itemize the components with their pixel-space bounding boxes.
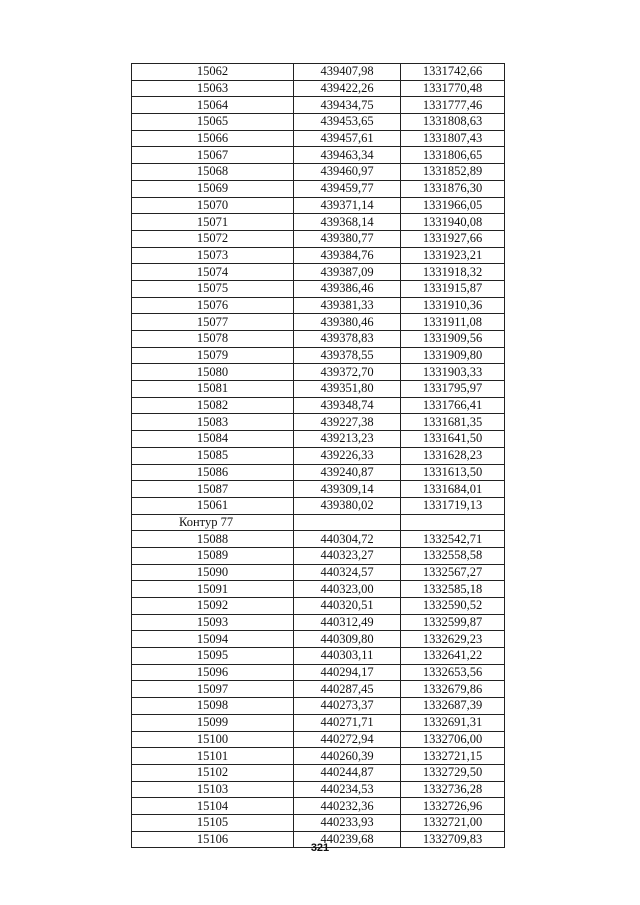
- x-coordinate-cell: 440287,45: [294, 681, 401, 698]
- table-row: [132, 648, 505, 665]
- table-row: [132, 631, 505, 648]
- table-row: [132, 598, 505, 615]
- x-coordinate-cell: 439380,02: [294, 497, 401, 514]
- x-coordinate-cell: 439381,33: [294, 297, 401, 314]
- y-coordinate-cell: 1332641,22: [401, 648, 505, 665]
- point-id-cell: 15091: [132, 581, 294, 598]
- y-coordinate-cell: 1331852,89: [401, 164, 505, 181]
- x-coordinate-cell: 439348,74: [294, 397, 401, 414]
- x-coordinate-cell: 439213,23: [294, 431, 401, 448]
- x-coordinate-cell: 439434,75: [294, 97, 401, 114]
- point-id-cell: 15065: [132, 114, 294, 131]
- point-id-cell: 15101: [132, 748, 294, 765]
- point-id-cell: 15099: [132, 714, 294, 731]
- y-coordinate-cell: 1332567,27: [401, 564, 505, 581]
- table-row: [132, 614, 505, 631]
- contour-label: Контур 77: [132, 514, 294, 531]
- x-coordinate-cell: 439453,65: [294, 114, 401, 131]
- x-coordinate-cell: 439380,77: [294, 230, 401, 247]
- table-row: [132, 414, 505, 431]
- table-row: [132, 431, 505, 448]
- y-coordinate-cell: 1331641,50: [401, 431, 505, 448]
- point-id-cell: 15092: [132, 598, 294, 615]
- point-id-cell: 15082: [132, 397, 294, 414]
- table-row: [132, 214, 505, 231]
- point-id-cell: 15062: [132, 64, 294, 81]
- x-coordinate-cell: 440324,57: [294, 564, 401, 581]
- y-coordinate-cell: 1331795,97: [401, 381, 505, 398]
- table-row: [132, 798, 505, 815]
- y-coordinate-cell: 1332629,23: [401, 631, 505, 648]
- coordinates-table-body: [132, 64, 505, 848]
- x-coordinate-cell: 440232,36: [294, 798, 401, 815]
- table-row: [132, 481, 505, 498]
- point-id-cell: 15066: [132, 130, 294, 147]
- point-id-cell: 15096: [132, 664, 294, 681]
- y-coordinate-cell: 1332721,15: [401, 748, 505, 765]
- y-coordinate-cell: 1331808,63: [401, 114, 505, 131]
- y-coordinate-cell: 1331613,50: [401, 464, 505, 481]
- x-coordinate-cell: 440260,39: [294, 748, 401, 765]
- table-row: [132, 681, 505, 698]
- table-row: [132, 297, 505, 314]
- point-id-cell: 15097: [132, 681, 294, 698]
- y-coordinate-cell: 1331807,43: [401, 130, 505, 147]
- y-coordinate-cell: 1332729,50: [401, 764, 505, 781]
- x-coordinate-cell: 440309,80: [294, 631, 401, 648]
- y-coordinate-cell: 1332736,28: [401, 781, 505, 798]
- table-row: [132, 64, 505, 81]
- x-coordinate-cell: 439422,26: [294, 80, 401, 97]
- table-row: [132, 381, 505, 398]
- x-coordinate-cell: 440233,93: [294, 814, 401, 831]
- x-coordinate-cell: 439227,38: [294, 414, 401, 431]
- x-coordinate-cell: 439460,97: [294, 164, 401, 181]
- point-id-cell: 15080: [132, 364, 294, 381]
- y-coordinate-cell: 1331876,30: [401, 180, 505, 197]
- point-id-cell: 15079: [132, 347, 294, 364]
- x-coordinate-cell: 439384,76: [294, 247, 401, 264]
- y-coordinate-cell: 1332679,86: [401, 681, 505, 698]
- x-coordinate-cell: 440303,11: [294, 648, 401, 665]
- point-id-cell: 15095: [132, 648, 294, 665]
- point-id-cell: 15093: [132, 614, 294, 631]
- y-coordinate-cell: 1331910,36: [401, 297, 505, 314]
- point-id-cell: 15105: [132, 814, 294, 831]
- y-coordinate-cell: 1331742,66: [401, 64, 505, 81]
- x-coordinate-cell: 440272,94: [294, 731, 401, 748]
- x-coordinate-cell: 439457,61: [294, 130, 401, 147]
- y-coordinate-cell: 1331923,21: [401, 247, 505, 264]
- table-row: [132, 364, 505, 381]
- x-coordinate-cell: 439371,14: [294, 197, 401, 214]
- x-coordinate-cell: 439378,83: [294, 331, 401, 348]
- y-coordinate-cell: 1331770,48: [401, 80, 505, 97]
- point-id-cell: 15088: [132, 531, 294, 548]
- point-id-cell: 15076: [132, 297, 294, 314]
- x-coordinate-cell: 440244,87: [294, 764, 401, 781]
- point-id-cell: 15106: [132, 831, 294, 848]
- table-row: [132, 731, 505, 748]
- point-id-cell: 15094: [132, 631, 294, 648]
- y-coordinate-cell: 1332709,83: [401, 831, 505, 848]
- table-row: [132, 130, 505, 147]
- y-coordinate-cell: 1331681,35: [401, 414, 505, 431]
- table-row: [132, 180, 505, 197]
- table-row: [132, 347, 505, 364]
- x-coordinate-cell: 439386,46: [294, 280, 401, 297]
- point-id-cell: 15063: [132, 80, 294, 97]
- table-row: [132, 581, 505, 598]
- x-coordinate-cell: 439372,70: [294, 364, 401, 381]
- x-coordinate-cell: 440323,00: [294, 581, 401, 598]
- x-coordinate-cell: 440271,71: [294, 714, 401, 731]
- point-id-cell: 15086: [132, 464, 294, 481]
- x-coordinate-cell: 440294,17: [294, 664, 401, 681]
- x-coordinate-cell: 439240,87: [294, 464, 401, 481]
- y-coordinate-cell: 1332687,39: [401, 698, 505, 715]
- table-row: [132, 714, 505, 731]
- table-row: [132, 781, 505, 798]
- point-id-cell: 15078: [132, 331, 294, 348]
- point-id-cell: 15090: [132, 564, 294, 581]
- point-id-cell: 15073: [132, 247, 294, 264]
- y-coordinate-cell: 1331911,08: [401, 314, 505, 331]
- point-id-cell: 15070: [132, 197, 294, 214]
- table-row: [132, 230, 505, 247]
- point-id-cell: 15064: [132, 97, 294, 114]
- table-row: [132, 698, 505, 715]
- table-row: [132, 331, 505, 348]
- y-coordinate-cell: 1332721,00: [401, 814, 505, 831]
- table-row: [132, 264, 505, 281]
- y-coordinate-cell: 1332558,58: [401, 547, 505, 564]
- point-id-cell: 15084: [132, 431, 294, 448]
- contour-header-row: [132, 514, 505, 531]
- x-coordinate-cell: 439226,33: [294, 447, 401, 464]
- x-coordinate-cell: 439351,80: [294, 381, 401, 398]
- point-id-cell: 15067: [132, 147, 294, 164]
- table-row: [132, 564, 505, 581]
- y-coordinate-cell: 1331909,80: [401, 347, 505, 364]
- y-coordinate-cell: 1332691,31: [401, 714, 505, 731]
- x-coordinate-cell: 439368,14: [294, 214, 401, 231]
- x-coordinate-cell: 440273,37: [294, 698, 401, 715]
- x-coordinate-cell: 439459,77: [294, 180, 401, 197]
- table-row: [132, 547, 505, 564]
- y-coordinate-cell: 1332542,71: [401, 531, 505, 548]
- table-row: [132, 97, 505, 114]
- x-coordinate-cell: 439407,98: [294, 64, 401, 81]
- x-coordinate-cell: 439309,14: [294, 481, 401, 498]
- x-coordinate-cell: 440239,68: [294, 831, 401, 848]
- table-row: [132, 748, 505, 765]
- point-id-cell: 15072: [132, 230, 294, 247]
- y-coordinate-cell: 1331628,23: [401, 447, 505, 464]
- table-row: [132, 114, 505, 131]
- y-coordinate-cell: 1331684,01: [401, 481, 505, 498]
- y-coordinate-cell: 1332726,96: [401, 798, 505, 815]
- table-row: [132, 497, 505, 514]
- y-coordinate-cell: 1331903,33: [401, 364, 505, 381]
- y-coordinate-cell: 1331966,05: [401, 197, 505, 214]
- point-id-cell: 15071: [132, 214, 294, 231]
- table-row: [132, 814, 505, 831]
- page-number: 321: [310, 842, 330, 854]
- x-coordinate-cell: 439387,09: [294, 264, 401, 281]
- y-coordinate-cell: 1332590,52: [401, 598, 505, 615]
- point-id-cell: 15104: [132, 798, 294, 815]
- x-coordinate-cell: 440320,51: [294, 598, 401, 615]
- y-coordinate-cell: 1331927,66: [401, 230, 505, 247]
- y-coordinate-cell: 1332585,18: [401, 581, 505, 598]
- point-id-cell: 15098: [132, 698, 294, 715]
- x-coordinate-cell: 439378,55: [294, 347, 401, 364]
- y-coordinate-cell: 1331915,87: [401, 280, 505, 297]
- y-coordinate-cell: 1331909,56: [401, 331, 505, 348]
- x-coordinate-cell: 439463,34: [294, 147, 401, 164]
- point-id-cell: 15081: [132, 381, 294, 398]
- empty-cell: [294, 514, 401, 531]
- point-id-cell: 15087: [132, 481, 294, 498]
- y-coordinate-cell: 1331766,41: [401, 397, 505, 414]
- table-row: [132, 397, 505, 414]
- y-coordinate-cell: 1331777,46: [401, 97, 505, 114]
- table-row: [132, 464, 505, 481]
- x-coordinate-cell: 440234,53: [294, 781, 401, 798]
- x-coordinate-cell: 440312,49: [294, 614, 401, 631]
- table-row: [132, 280, 505, 297]
- table-row: [132, 764, 505, 781]
- table-row: [132, 447, 505, 464]
- table-row: [132, 197, 505, 214]
- table-row: [132, 80, 505, 97]
- point-id-cell: 15100: [132, 731, 294, 748]
- coordinates-table: [131, 63, 505, 848]
- empty-cell: [401, 514, 505, 531]
- point-id-cell: 15061: [132, 497, 294, 514]
- y-coordinate-cell: 1331918,32: [401, 264, 505, 281]
- point-id-cell: 15068: [132, 164, 294, 181]
- y-coordinate-cell: 1332599,87: [401, 614, 505, 631]
- table-row: [132, 664, 505, 681]
- table-row: [132, 164, 505, 181]
- point-id-cell: 15077: [132, 314, 294, 331]
- x-coordinate-cell: 440304,72: [294, 531, 401, 548]
- table-row: [132, 531, 505, 548]
- point-id-cell: 15074: [132, 264, 294, 281]
- y-coordinate-cell: 1331940,08: [401, 214, 505, 231]
- point-id-cell: 15085: [132, 447, 294, 464]
- y-coordinate-cell: 1332653,56: [401, 664, 505, 681]
- y-coordinate-cell: 1332706,00: [401, 731, 505, 748]
- point-id-cell: 15083: [132, 414, 294, 431]
- point-id-cell: 15069: [132, 180, 294, 197]
- point-id-cell: 15089: [132, 547, 294, 564]
- table-row: [132, 314, 505, 331]
- table-row: [132, 147, 505, 164]
- point-id-cell: 15103: [132, 781, 294, 798]
- y-coordinate-cell: 1331719,13: [401, 497, 505, 514]
- x-coordinate-cell: 439380,46: [294, 314, 401, 331]
- point-id-cell: 15075: [132, 280, 294, 297]
- y-coordinate-cell: 1331806,65: [401, 147, 505, 164]
- point-id-cell: 15102: [132, 764, 294, 781]
- x-coordinate-cell: 440323,27: [294, 547, 401, 564]
- table-row: [132, 247, 505, 264]
